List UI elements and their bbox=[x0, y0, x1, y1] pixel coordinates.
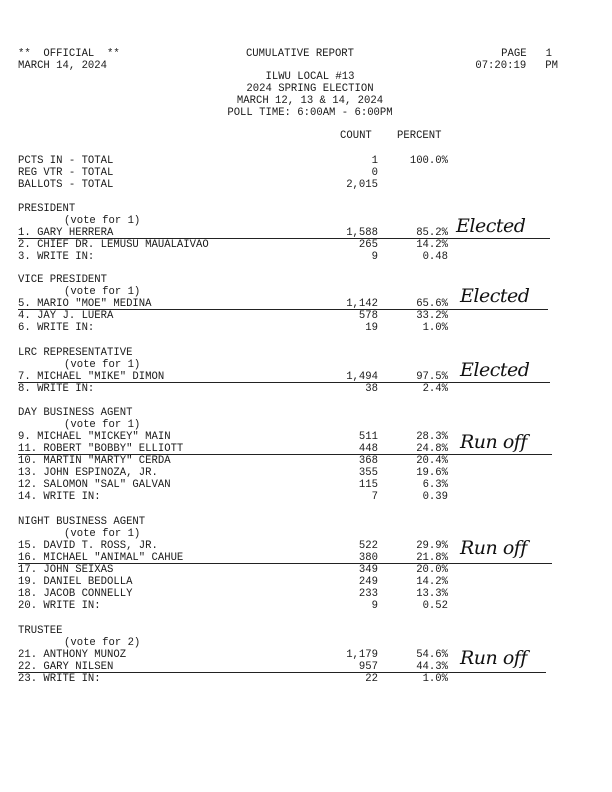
race-title: VICE PRESIDENT bbox=[18, 274, 108, 286]
vote-for: (vote for 1) bbox=[64, 286, 141, 298]
candidate-name: 18. JACOB CONNELLY bbox=[18, 588, 133, 600]
candidate-percent: 0.48 bbox=[422, 251, 448, 263]
handwritten-underline bbox=[18, 672, 546, 673]
candidate-percent: 20.4% bbox=[416, 455, 448, 467]
vote-for: (vote for 1) bbox=[64, 528, 141, 540]
race-title: DAY BUSINESS AGENT bbox=[18, 407, 133, 419]
handwritten-underline bbox=[18, 309, 548, 310]
candidate-name: 12. SALOMON "SAL" GALVAN bbox=[18, 479, 171, 491]
candidate-percent: 29.9% bbox=[416, 540, 448, 552]
candidate-count: 38 bbox=[365, 383, 378, 395]
candidate-count: 368 bbox=[358, 455, 378, 467]
candidate-percent: 33.2% bbox=[416, 310, 448, 322]
candidate-percent: 0.52 bbox=[422, 600, 448, 612]
handwritten-runoff-note: Run off bbox=[460, 647, 527, 669]
candidate-name: 7. MICHAEL "MIKE" DIMON bbox=[18, 371, 165, 383]
candidate-percent: 1.0% bbox=[422, 322, 448, 334]
vote-for: (vote for 1) bbox=[64, 215, 141, 227]
report-type: CUMULATIVE REPORT bbox=[245, 48, 355, 60]
candidate-name: 20. WRITE IN: bbox=[18, 600, 101, 612]
candidate-name: 9. MICHAEL "MICKEY" MAIN bbox=[18, 431, 171, 443]
candidate-name: 15. DAVID T. ROSS, JR. bbox=[18, 540, 158, 552]
report-time: 07:20:19 PM bbox=[475, 60, 558, 72]
candidate-name: 23. WRITE IN: bbox=[18, 673, 101, 685]
candidate-percent: 54.6% bbox=[416, 649, 448, 661]
candidate-count: 9 bbox=[371, 251, 378, 263]
candidate-count: 249 bbox=[358, 576, 378, 588]
candidate-name: 2. CHIEF DR. LEMUSU MAUALAIVAO bbox=[18, 239, 209, 251]
candidate-percent: 44.3% bbox=[416, 661, 448, 673]
totals-label: PCTS IN - TOTAL bbox=[18, 155, 114, 167]
handwritten-underline bbox=[18, 382, 550, 383]
candidate-name: 4. JAY J. LUERA bbox=[18, 310, 114, 322]
handwritten-elected-note: Elected bbox=[460, 285, 530, 307]
page-number: PAGE 1 bbox=[501, 48, 552, 60]
election-name: 2024 SPRING ELECTION bbox=[246, 83, 374, 95]
candidate-name: 3. WRITE IN: bbox=[18, 251, 95, 263]
candidate-name: 16. MICHAEL "ANIMAL" CAHUE bbox=[18, 552, 184, 564]
totals-count: 2,015 bbox=[346, 179, 378, 191]
candidate-count: 1,588 bbox=[346, 227, 378, 239]
candidate-name: 11. ROBERT "BOBBY" ELLIOTT bbox=[18, 443, 184, 455]
election-dates: MARCH 12, 13 & 14, 2024 bbox=[236, 95, 384, 107]
candidate-name: 5. MARIO "MOE" MEDINA bbox=[18, 298, 152, 310]
candidate-count: 1,142 bbox=[346, 298, 378, 310]
candidate-name: 6. WRITE IN: bbox=[18, 322, 95, 334]
candidate-count: 265 bbox=[358, 239, 378, 251]
candidate-percent: 28.3% bbox=[416, 431, 448, 443]
candidate-percent: 0.39 bbox=[422, 491, 448, 503]
candidate-percent: 14.2% bbox=[416, 239, 448, 251]
candidate-count: 448 bbox=[358, 443, 378, 455]
org-name: ILWU LOCAL #13 bbox=[265, 71, 355, 83]
candidate-percent: 6.3% bbox=[422, 479, 448, 491]
candidate-count: 115 bbox=[358, 479, 378, 491]
race-title: LRC REPRESENTATIVE bbox=[18, 347, 133, 359]
totals-label: REG VTR - TOTAL bbox=[18, 167, 114, 179]
vote-for: (vote for 2) bbox=[64, 637, 141, 649]
candidate-count: 355 bbox=[358, 467, 378, 479]
count-header: COUNT bbox=[340, 130, 372, 142]
candidate-percent: 65.6% bbox=[416, 298, 448, 310]
candidate-count: 19 bbox=[365, 322, 378, 334]
candidate-percent: 21.8% bbox=[416, 552, 448, 564]
totals-percent: 100.0% bbox=[409, 155, 448, 167]
candidate-count: 578 bbox=[358, 310, 378, 322]
percent-header: PERCENT bbox=[397, 130, 442, 142]
handwritten-runoff-note: Run off bbox=[460, 431, 527, 453]
candidate-percent: 1.0% bbox=[422, 673, 448, 685]
totals-count: 0 bbox=[371, 167, 378, 179]
vote-for: (vote for 1) bbox=[64, 419, 141, 431]
handwritten-elected-note: Elected bbox=[456, 215, 526, 237]
candidate-name: 17. JOHN SEIXAS bbox=[18, 564, 114, 576]
candidate-count: 522 bbox=[358, 540, 378, 552]
official-stamp: ** OFFICIAL ** bbox=[18, 48, 120, 60]
candidate-name: 13. JOHN ESPINOZA, JR. bbox=[18, 467, 158, 479]
candidate-percent: 20.0% bbox=[416, 564, 448, 576]
candidate-count: 349 bbox=[358, 564, 378, 576]
candidate-percent: 19.6% bbox=[416, 467, 448, 479]
candidate-percent: 14.2% bbox=[416, 576, 448, 588]
handwritten-underline bbox=[18, 454, 552, 455]
candidate-percent: 13.3% bbox=[416, 588, 448, 600]
candidate-name: 8. WRITE IN: bbox=[18, 383, 95, 395]
candidate-count: 7 bbox=[371, 491, 378, 503]
race-title: TRUSTEE bbox=[18, 625, 63, 637]
candidate-count: 9 bbox=[371, 600, 378, 612]
candidate-percent: 85.2% bbox=[416, 227, 448, 239]
candidate-count: 22 bbox=[365, 673, 378, 685]
candidate-count: 1,179 bbox=[346, 649, 378, 661]
candidate-count: 233 bbox=[358, 588, 378, 600]
handwritten-elected-note: Elected bbox=[460, 359, 530, 381]
candidate-percent: 2.4% bbox=[422, 383, 448, 395]
totals-label: BALLOTS - TOTAL bbox=[18, 179, 114, 191]
handwritten-underline bbox=[18, 238, 550, 239]
candidate-name: 14. WRITE IN: bbox=[18, 491, 101, 503]
poll-time: POLL TIME: 6:00AM - 6:00PM bbox=[227, 107, 393, 119]
race-title: NIGHT BUSINESS AGENT bbox=[18, 516, 146, 528]
vote-for: (vote for 1) bbox=[64, 359, 141, 371]
candidate-name: 22. GARY NILSEN bbox=[18, 661, 114, 673]
candidate-count: 957 bbox=[358, 661, 378, 673]
candidate-name: 10. MARTIN "MARTY" CERDA bbox=[18, 455, 171, 467]
candidate-count: 511 bbox=[358, 431, 378, 443]
candidate-name: 21. ANTHONY MUNOZ bbox=[18, 649, 127, 661]
candidate-name: 19. DANIEL BEDOLLA bbox=[18, 576, 133, 588]
candidate-count: 380 bbox=[358, 552, 378, 564]
handwritten-runoff-note: Run off bbox=[460, 537, 527, 559]
handwritten-underline bbox=[18, 563, 552, 564]
candidate-percent: 97.5% bbox=[416, 371, 448, 383]
candidate-name: 1. GARY HERRERA bbox=[18, 227, 114, 239]
candidate-percent: 24.8% bbox=[416, 443, 448, 455]
candidate-count: 1,494 bbox=[346, 371, 378, 383]
report-date: MARCH 14, 2024 bbox=[18, 60, 108, 72]
race-title: PRESIDENT bbox=[18, 203, 76, 215]
totals-count: 1 bbox=[371, 155, 378, 167]
